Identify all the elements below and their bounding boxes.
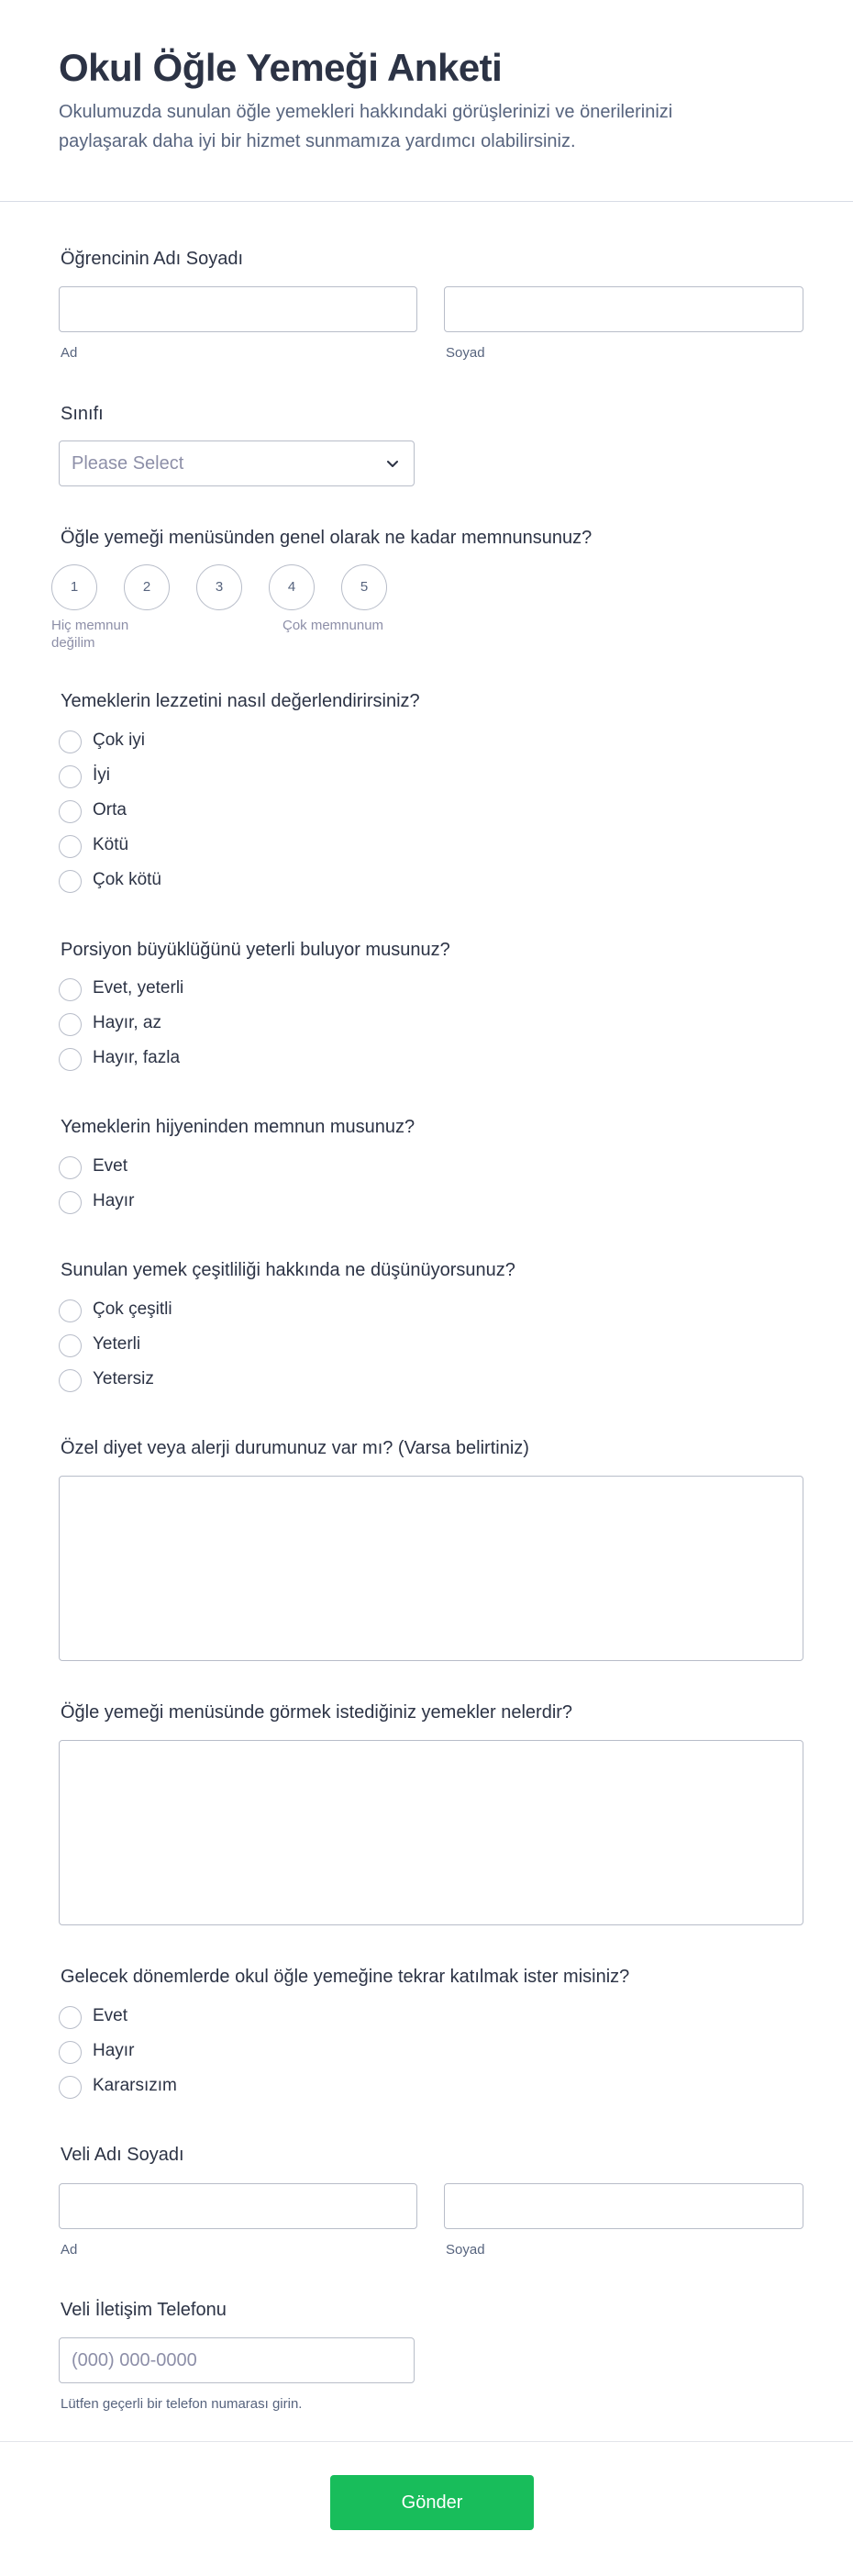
radio-circle[interactable] xyxy=(59,765,82,788)
scale-option-1[interactable]: 1 xyxy=(51,564,97,610)
radio-option-label: Evet xyxy=(93,1156,128,1176)
student-first-name-input[interactable] xyxy=(59,286,417,332)
parent-last-name-sublabel: Soyad xyxy=(446,2242,485,2258)
radio-option-label: Hayır, fazla xyxy=(93,1048,181,1067)
radio-circle[interactable] xyxy=(59,1013,82,1036)
student-last-name-input[interactable] xyxy=(444,286,803,332)
radio-option-label: Hayır, az xyxy=(93,1013,161,1032)
radio-option-label: İyi xyxy=(93,765,110,785)
scale-option-2[interactable]: 2 xyxy=(124,564,170,610)
radio-option-label: Hayır xyxy=(93,1191,135,1210)
variety-label: Sunulan yemek çeşitliliği hakkında ne düşünüyorsunuz? xyxy=(61,1260,515,1280)
radio-option-label: Orta xyxy=(93,800,127,820)
radio-circle[interactable] xyxy=(59,730,82,753)
class-label: Sınıfı xyxy=(61,404,104,424)
diet-label: Özel diyet veya alerji durumunuz var mı? (Varsa belirtiniz) xyxy=(61,1438,529,1458)
phone-placeholder: (000) 000-0000 xyxy=(72,2350,197,2370)
hygiene-label: Yemeklerin hijyeninden memnun musunuz? xyxy=(61,1117,415,1137)
submit-button[interactable]: Gönder xyxy=(330,2475,534,2530)
scale-option-5[interactable]: 5 xyxy=(341,564,387,610)
scale-high-note: Çok memnunum xyxy=(282,618,384,633)
parent-phone-hint: Lütfen geçerli bir telefon numarası girin. xyxy=(61,2396,303,2412)
parent-phone-input[interactable] xyxy=(59,2337,415,2383)
radio-circle[interactable] xyxy=(59,2041,82,2064)
form-header xyxy=(0,0,853,202)
parent-first-name-input[interactable] xyxy=(59,2183,417,2229)
scale-low-note: Hiç memnun değilim xyxy=(51,618,129,651)
radio-option-label: Çok iyi xyxy=(93,730,146,750)
student-last-name-sublabel: Soyad xyxy=(446,345,485,361)
parent-name-label: Veli Adı Soyadı xyxy=(61,2145,184,2165)
radio-option-label: Evet xyxy=(93,2006,128,2025)
satisfaction-label: Öğle yemeği menüsünden genel olarak ne kadar memnunsunuz? xyxy=(61,528,593,548)
radio-circle[interactable] xyxy=(59,2076,82,2099)
form-title: Okul Öğle Yemeği Anketi xyxy=(59,46,503,89)
radio-circle[interactable] xyxy=(59,835,82,858)
radio-circle[interactable] xyxy=(59,978,82,1001)
radio-circle[interactable] xyxy=(59,1048,82,1071)
student-name-label: Öğrencinin Adı Soyadı xyxy=(61,249,244,269)
diet-textarea[interactable] xyxy=(59,1476,803,1661)
form-description: Okulumuzda sunulan öğle yemekleri hakkındaki görüşlerinizi ve önerilerinizi paylaşarak daha iyi bir hizmet sunmamıza yardımcı olabilirsiniz. xyxy=(59,102,673,151)
chevron-down-icon xyxy=(384,455,401,472)
radio-option-label: Yetersiz xyxy=(93,1369,154,1388)
parent-phone-label: Veli İletişim Telefonu xyxy=(61,2300,227,2320)
class-select[interactable] xyxy=(59,440,415,486)
portion-label: Porsiyon büyüklüğünü yeterli buluyor musunuz? xyxy=(61,940,450,960)
radio-option-label: Çok çeşitli xyxy=(93,1299,172,1319)
radio-circle[interactable] xyxy=(59,2006,82,2029)
wishes-textarea[interactable] xyxy=(59,1740,803,1925)
radio-option-label: Evet, yeterli xyxy=(93,978,184,998)
radio-circle[interactable] xyxy=(59,1156,82,1179)
radio-option-label: Çok kötü xyxy=(93,870,161,889)
taste-label: Yemeklerin lezzetini nasıl değerlendirirsiniz? xyxy=(61,691,420,711)
radio-circle[interactable] xyxy=(59,870,82,893)
radio-circle[interactable] xyxy=(59,1299,82,1322)
parent-first-name-sublabel: Ad xyxy=(61,2242,78,2258)
radio-circle[interactable] xyxy=(59,1334,82,1357)
class-select-placeholder: Please Select xyxy=(72,453,184,474)
parent-last-name-input[interactable] xyxy=(444,2183,803,2229)
scale-option-4[interactable]: 4 xyxy=(269,564,315,610)
radio-option-label: Kötü xyxy=(93,835,129,854)
footer-divider xyxy=(0,2441,853,2442)
future-label: Gelecek dönemlerde okul öğle yemeğine tekrar katılmak ister misiniz? xyxy=(61,1967,630,1987)
scale-option-3[interactable]: 3 xyxy=(196,564,242,610)
radio-circle[interactable] xyxy=(59,1369,82,1392)
radio-option-label: Kararsızım xyxy=(93,2076,177,2095)
student-first-name-sublabel: Ad xyxy=(61,345,78,361)
radio-option-label: Yeterli xyxy=(93,1334,141,1354)
wishes-label: Öğle yemeği menüsünde görmek istediğiniz yemekler nelerdir? xyxy=(61,1702,573,1723)
radio-option-label: Hayır xyxy=(93,2041,135,2060)
radio-circle[interactable] xyxy=(59,800,82,823)
radio-circle[interactable] xyxy=(59,1191,82,1214)
